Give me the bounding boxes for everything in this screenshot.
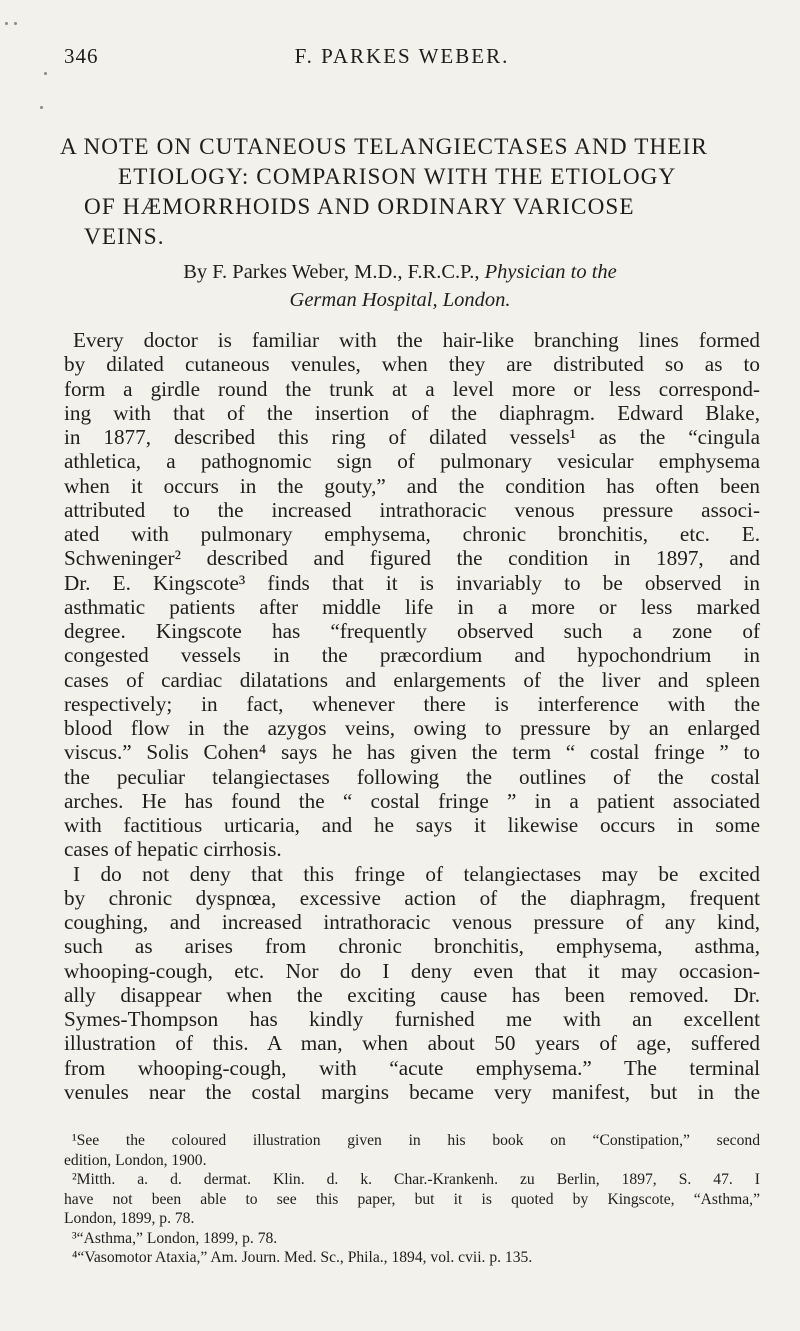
body-line: degree. Kingscote has “frequently observed such a zone of	[64, 619, 760, 643]
body-line: attributed to the increased intrathoracic venous pressure associ-	[64, 497, 760, 522]
body-line: the peculiar telangiectases following the outlines of the costal	[64, 764, 760, 789]
margin-speck	[14, 22, 17, 25]
body-line: coughing, and increased intrathoracic venous pressure of any kind,	[64, 910, 760, 934]
body-line: ing with that of the insertion of the diaphragm. Edward Blake,	[64, 400, 760, 425]
body-line: such as arises from chronic bronchitis, emphysema, asthma,	[64, 934, 760, 959]
body-line: congested vessels in the præcordium and hypochondrium in	[64, 643, 760, 668]
body-line: from whooping-cough, with “acute emphysema.” The terminal	[64, 1055, 760, 1080]
footnote-line: edition, London, 1900.	[64, 1151, 207, 1169]
title-line: ETIOLOGY: COMPARISON WITH THE ETIOLOGY	[118, 164, 677, 190]
byline-author: By F. Parkes Weber, M.D., F.R.C.P.,	[183, 261, 485, 283]
body-line: when it occurs in the gouty,” and the condition has often been	[64, 473, 760, 498]
body-line: athletica, a pathognomic sign of pulmonary vesicular emphysema	[64, 449, 760, 474]
body-line: by chronic dyspnœa, excessive action of the diaphragm, frequent	[64, 885, 760, 910]
body-line: Symes-Thompson has kindly furnished me with an excellent	[64, 1007, 760, 1031]
byline-line-2	[60, 286, 740, 314]
body-line: form a girdle round the trunk at a level more or less correspond-	[64, 376, 760, 401]
body-line: Dr. E. Kingscote³ finds that it is invariably to be observed in	[64, 570, 760, 595]
body-line: asthmatic patients after middle life in a more or less marked	[64, 594, 760, 619]
body-line: ated with pulmonary emphysema, chronic bronchitis, etc. E.	[64, 522, 760, 546]
body-line: by dilated cutaneous venules, when they are distributed so as to	[64, 352, 760, 377]
footnote-line: ⁴“Vasomotor Ataxia,” Am. Journ. Med. Sc., Phila., 1894, vol. cvii. p. 135.	[72, 1249, 533, 1266]
body-line: venules near the costal margins became very manifest, but in the	[64, 1079, 760, 1104]
byline-line-1	[60, 258, 740, 286]
body-line: arches. He has found the “ costal fringe ” in a patient associated	[64, 788, 760, 813]
body-line: viscus.” Solis Cohen⁴ says he has given the term “ costal fringe ” to	[64, 740, 760, 765]
article-title	[60, 132, 745, 252]
body-text	[64, 328, 760, 1104]
byline-affiliation: Physician to the	[484, 261, 617, 283]
footnote-line: ¹See the coloured illustration given in his book on “Constipation,” second	[72, 1132, 760, 1149]
author-byline	[60, 258, 740, 314]
footnote-line: have not been able to see this paper, but it is quoted by Kingscote, “Asthma,”	[64, 1190, 760, 1208]
running-head: F. PARKES WEBER.	[294, 44, 510, 68]
title-line: OF HÆMORRHOIDS AND ORDINARY VARICOSE	[84, 194, 635, 220]
body-line: with factitious urticaria, and he says it likewise occurs in some	[64, 813, 760, 837]
margin-speck	[5, 22, 8, 25]
body-line: cases of cardiac dilatations and enlargements of the liver and spleen	[64, 667, 760, 692]
title-line: VEINS.	[84, 224, 165, 250]
footnotes	[64, 1131, 760, 1268]
footnote-line: ²Mitth. a. d. dermat. Klin. d. k. Char.-Krankenh. zu Berlin, 1897, S. 47. I	[72, 1171, 760, 1188]
byline-affiliation-cont: German Hospital, London.	[289, 289, 511, 311]
body-line: ally disappear when the exciting cause has been removed. Dr.	[64, 982, 760, 1007]
margin-speck	[44, 72, 47, 75]
body-line: respectively; in fact, whenever there is interference with the	[64, 691, 760, 716]
body-line: Schweninger² described and figured the condition in 1897, and	[64, 546, 760, 571]
body-line: in 1877, described this ring of dilated vessels¹ as the “cingula	[64, 425, 760, 449]
footnote-line: London, 1899, p. 78.	[64, 1210, 195, 1227]
body-line: Every doctor is familiar with the hair-like branching lines formed	[73, 328, 760, 352]
title-line: A NOTE ON CUTANEOUS TELANGIECTASES AND THEIR	[60, 134, 708, 160]
margin-speck	[40, 106, 43, 109]
body-line: blood flow in the azygos veins, owing to pressure by an enlarged	[64, 716, 760, 740]
body-line: whooping-cough, etc. Nor do I deny even that it may occasion-	[64, 958, 760, 983]
body-line: cases of hepatic cirrhosis.	[64, 837, 282, 862]
footnote-line: ³“Asthma,” London, 1899, p. 78.	[72, 1229, 278, 1247]
body-line: illustration of this. A man, when about 50 years of age, suffered	[64, 1031, 760, 1056]
page-number: 346	[64, 44, 99, 68]
body-line: I do not deny that this fringe of telangiectases may be excited	[73, 861, 760, 886]
